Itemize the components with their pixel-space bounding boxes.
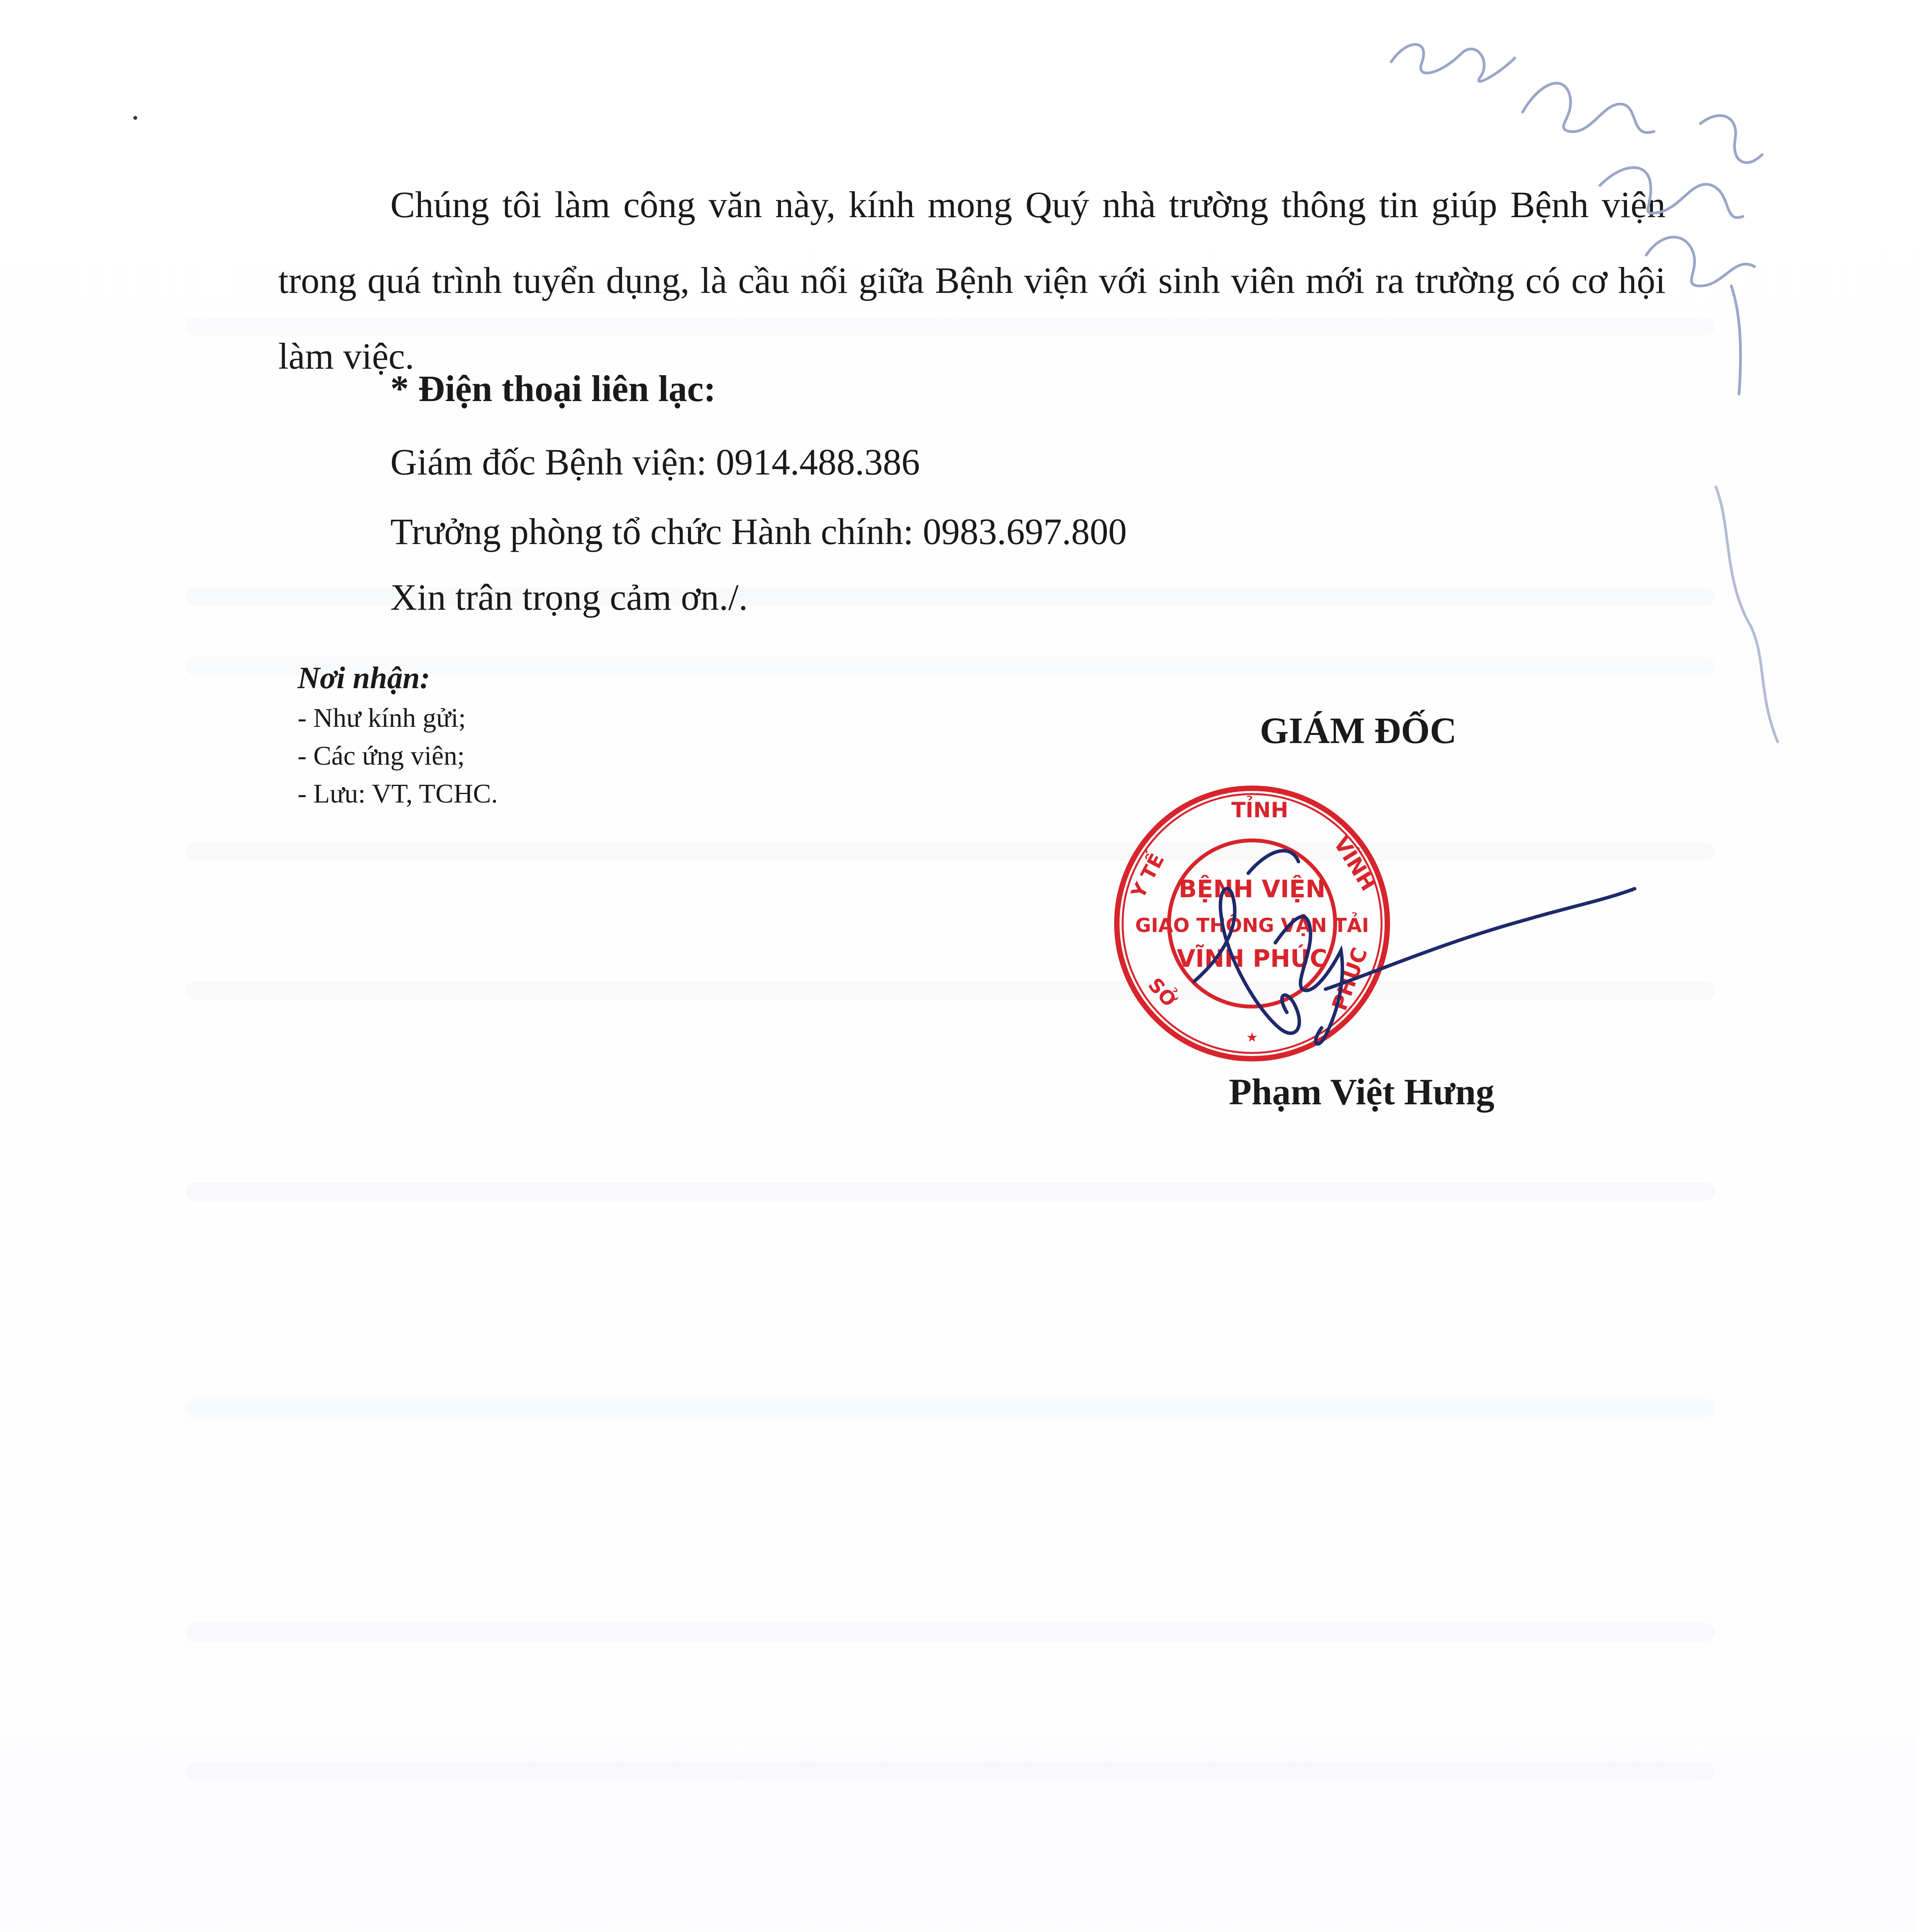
closing-line: Xin trân trọng cảm ơn./. <box>390 577 748 618</box>
stamp-ring-left-bottom: SỞ <box>1143 973 1181 1012</box>
stamp-ring-right: VĨNH <box>1329 832 1381 895</box>
annotation-stroke <box>1391 44 1515 81</box>
bleed-through-mark <box>185 1182 1715 1201</box>
bleed-through-mark <box>185 1762 1715 1781</box>
stamp-line-2: GIAO THÔNG VẬN TẢI <box>1135 914 1369 937</box>
signature-stroke <box>1248 851 1298 873</box>
stamp-line-3: VĨNH PHÚC <box>1177 944 1327 973</box>
recipients-block <box>298 657 498 813</box>
contact-heading: * Điện thoại liên lạc: <box>390 368 716 409</box>
stamp-star-bottom: ★ <box>1246 1030 1258 1045</box>
signer-title: GIÁM ĐỐC <box>1260 710 1457 751</box>
signature-stroke <box>1194 889 1299 1033</box>
handwritten-signature <box>1179 827 1642 1074</box>
body-paragraph: Chúng tôi làm công văn này, kính mong Quý nhà trường thông tin giúp Bệnh viện trong quá trình tuyển dụng, là cầu nối giữa Bệnh viện với sinh viên mới ra trường có cơ hội làm việc. <box>278 184 1666 377</box>
recipient-item: - Lưu: VT, TCHC. <box>298 779 498 809</box>
stamp-ring-right-bottom: PHÚC <box>1327 944 1372 1014</box>
handwritten-annotation <box>1353 15 1778 402</box>
stamp-line-1: BỆNH VIỆN <box>1178 875 1326 903</box>
stamp-ring-left: Y TẾ <box>1126 850 1169 902</box>
stamp-ring-top: TỈNH <box>1231 798 1288 822</box>
annotation-stroke <box>1646 237 1754 286</box>
annotation-stroke <box>1731 286 1741 394</box>
scan-speck <box>133 116 137 120</box>
contact-director: Giám đốc Bệnh viện: 0914.488.386 <box>390 441 920 483</box>
annotation-stroke <box>1700 116 1762 163</box>
bleed-through-mark <box>185 1623 1715 1641</box>
recipient-item: - Như kính gửi; <box>298 703 466 733</box>
annotation-stroke <box>1600 168 1743 218</box>
contact-admin: Trưởng phòng tổ chức Hành chính: 0983.697.800 <box>390 511 1127 552</box>
recipient-item: - Các ứng viên; <box>298 741 465 771</box>
signature-stroke <box>1326 889 1635 989</box>
signature-stroke <box>1275 917 1343 1044</box>
margin-pencil-mark <box>1708 479 1785 750</box>
signer-name: Phạm Việt Hưng <box>1229 1071 1494 1112</box>
bleed-through-mark <box>185 1399 1715 1417</box>
annotation-stroke <box>1523 83 1654 133</box>
recipients-title: Nơi nhận: <box>298 661 431 695</box>
annotation-stroke <box>1716 487 1778 742</box>
